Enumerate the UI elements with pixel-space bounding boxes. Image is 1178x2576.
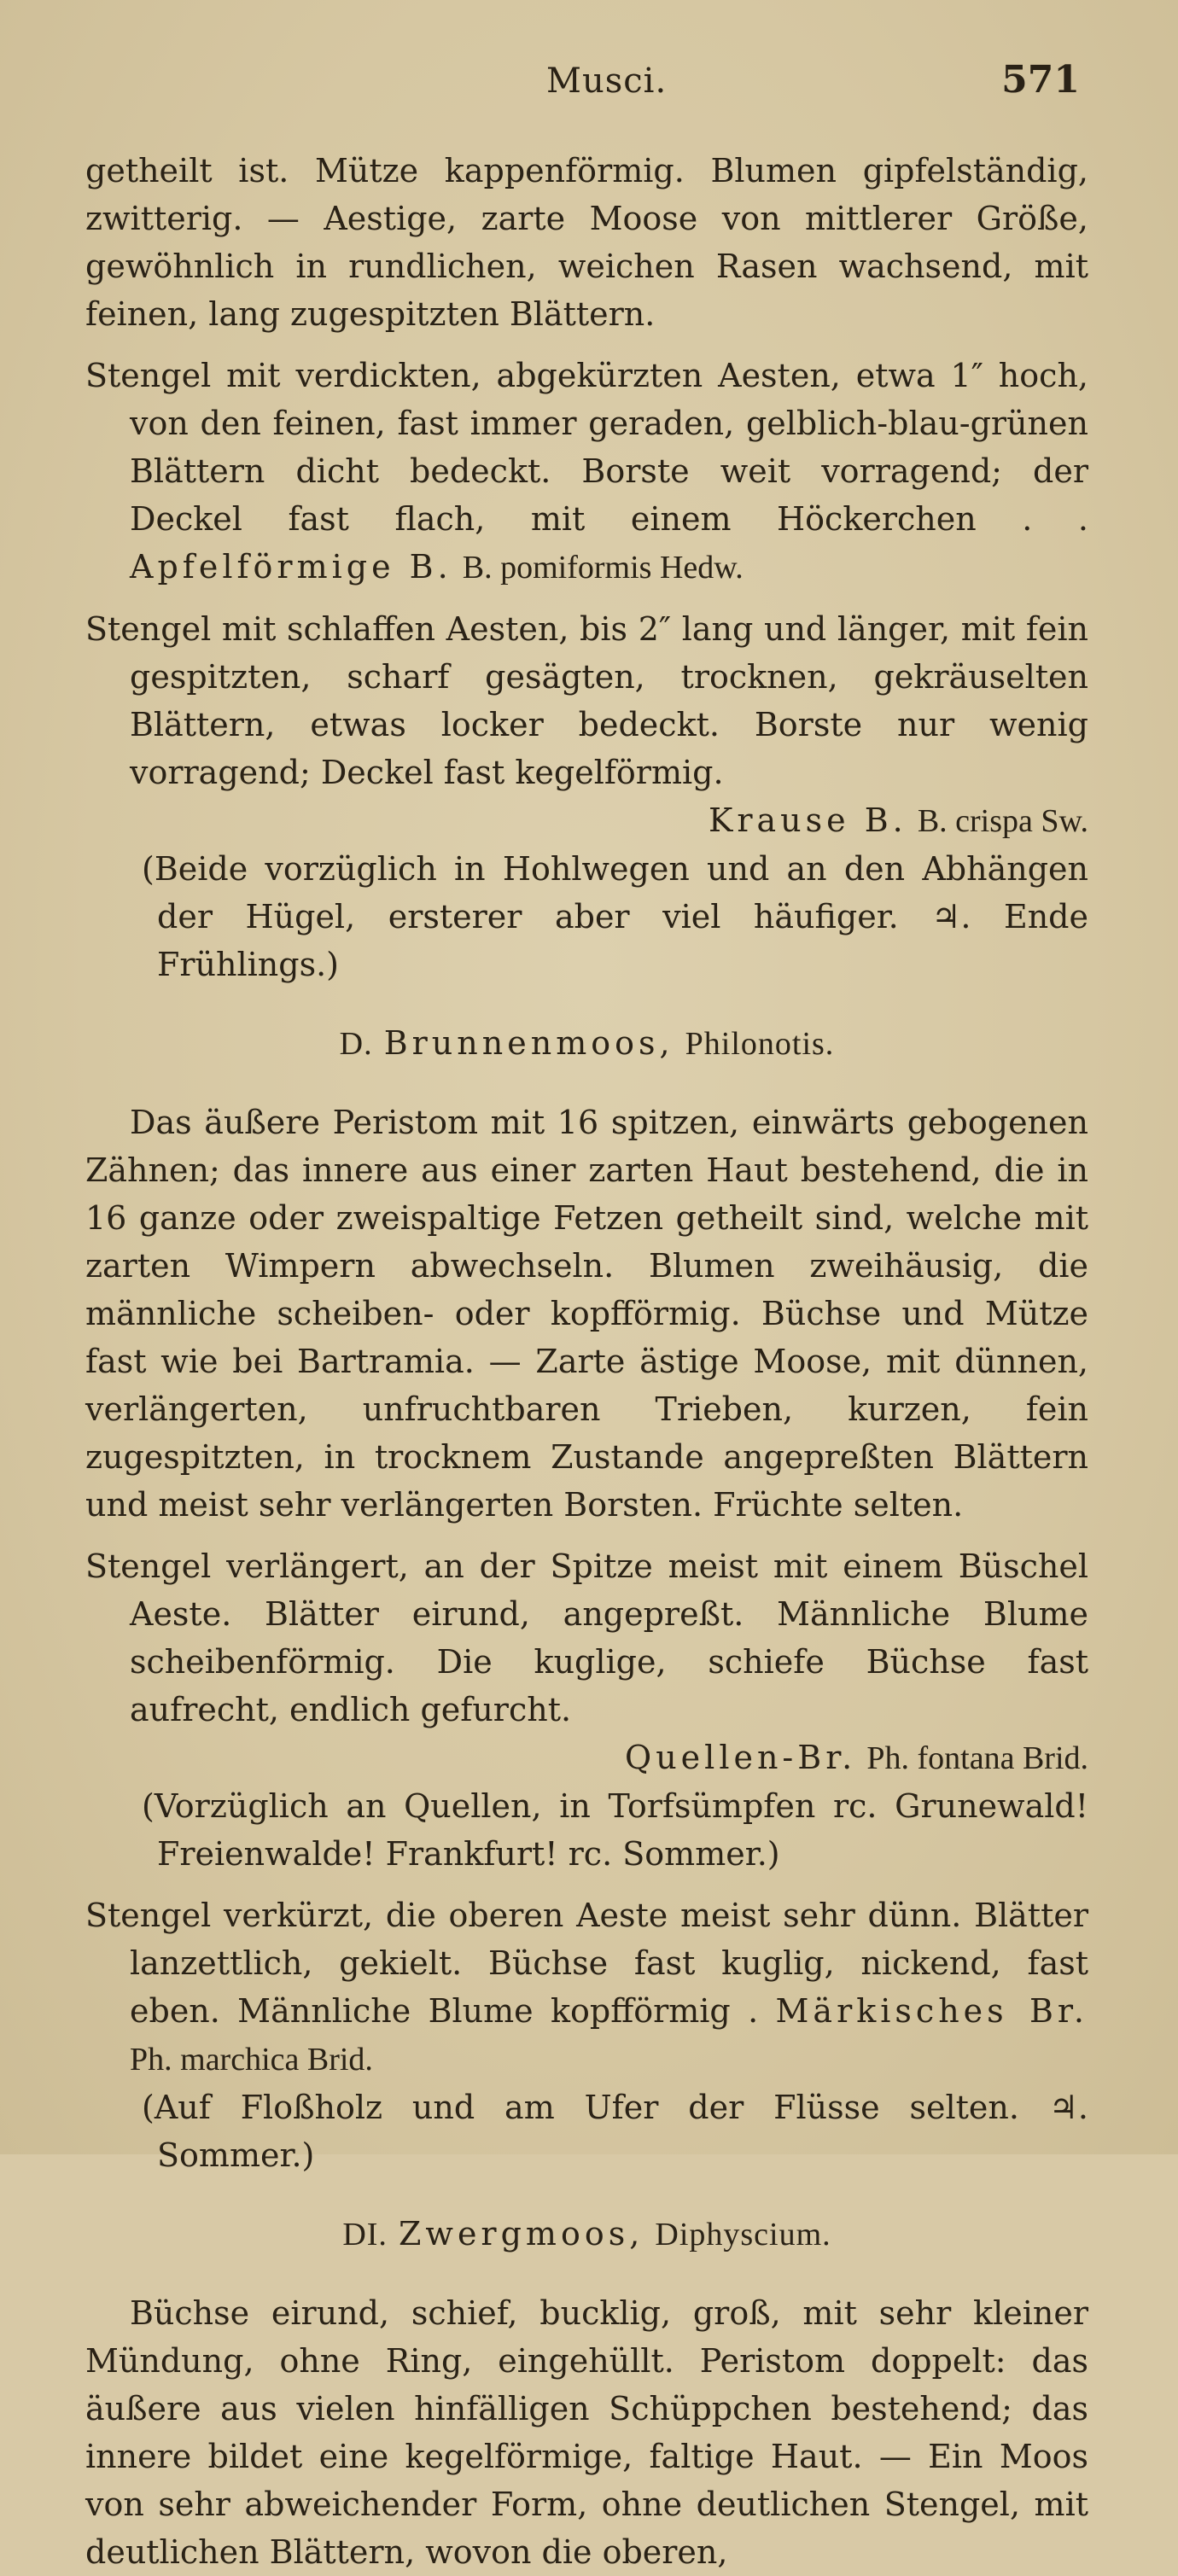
section-latin: Philonotis. bbox=[685, 1026, 835, 1062]
habitat-note: (Auf Floßholz und am Ufer der Flüsse selten. ♃. Sommer.) bbox=[142, 2089, 1088, 2174]
section-d-description: Das äußere Peristom mit 16 spitzen, einwärts gebogenen Zähnen; das innere aus einer zarten Haut bestehend, die in 16 ganze oder zweispaltige Fetzen getheilt sind, welche mit zarten Wimpern abwechseln. Blumen zweihäusig, die männliche scheiben- oder kopfförmig. Büchse und Mütze fast wie bei Bartramia. — Zarte ästige Moose, mit dünnen, verlängerten, unfruchtbaren Trieben, kurzen, fein zugespitzten, in trocknem Zustande angepreßten Blättern und meist sehr verlängerten Borsten. Früchte selten. bbox=[85, 1104, 1088, 1524]
species-latin-name: Ph. marchica Brid. bbox=[130, 2042, 373, 2078]
section-title: Brunnenmoos, bbox=[383, 1024, 674, 1062]
species-latin-name: Ph. fontana Brid. bbox=[866, 1740, 1088, 1776]
leader-dot: . bbox=[748, 1992, 759, 2030]
species-crispa bbox=[85, 605, 1088, 796]
species-crispa-name bbox=[85, 796, 1088, 845]
section-title: Zwergmoos, bbox=[399, 2215, 644, 2253]
species-latin-name: B. crispa Sw. bbox=[917, 803, 1088, 839]
genus-description-continued: getheilt ist. Mütze kappenförmig. Blumen gipfelständig, zwitterig. — Aestige, zarte Moose von mittlerer Größe, gewöhnlich in rundlichen, weichen Rasen wachsend, mit feinen, lang zugespitzten Blättern. bbox=[85, 152, 1088, 333]
species-common-name: Krause B. bbox=[708, 801, 907, 839]
section-heading-d bbox=[85, 1019, 1088, 1068]
page-header bbox=[102, 58, 1088, 113]
section-latin: Diphyscium. bbox=[655, 2217, 831, 2253]
running-head: Musci. bbox=[546, 61, 668, 101]
species-common-name: Märkisches Br. bbox=[775, 1992, 1088, 2030]
habitat-note: (Beide vorzüglich in Hohlwegen und an den Abhängen der Hügel, ersterer aber viel häufiger. ♃. Ende Frühlings.) bbox=[142, 850, 1088, 983]
page-number: 571 bbox=[1001, 58, 1080, 102]
species-marchica bbox=[85, 1891, 1088, 2084]
section-letter: D. bbox=[339, 1026, 373, 1062]
species-fontana bbox=[85, 1542, 1088, 1734]
section-heading-di bbox=[85, 2210, 1088, 2258]
section-letter: DI. bbox=[342, 2217, 388, 2253]
species-description: Stengel verlängert, an der Spitze meist mit einem Büschel Aeste. Blätter eirund, angepreßt. Männliche Blume scheibenförmig. Die kuglige, schiefe Büchse fast aufrecht, endlich gefurcht. bbox=[85, 1547, 1088, 1728]
species-common-name: Quellen-Br. bbox=[625, 1739, 857, 1776]
habitat-note: (Vorzüglich an Quellen, in Torfsümpfen rc. Grunewald! Freienwalde! Frankfurt! rc. Sommer.) bbox=[142, 1787, 1088, 1873]
species-description: Stengel mit schlaffen Aesten, bis 2″ lang und länger, mit fein gespitzten, scharf gesägten, trocknen, gekräuselten Blättern, etwas locker bedeckt. Borste nur wenig vorragend; Deckel fast kegelförmig. bbox=[85, 610, 1088, 791]
page-body bbox=[85, 147, 1088, 2576]
species-common-name: Apfelförmige B. bbox=[130, 548, 452, 586]
species-pomiformis bbox=[85, 352, 1088, 592]
section-di-description: Büchse eirund, schief, bucklig, groß, mit sehr kleiner Mündung, ohne Ring, eingehüllt. Peristom doppelt: das äußere aus vielen hinfälligen Schüppchen bestehend; das innere bildet eine kegelförmige, faltige Haut. — Ein Moos von sehr abweichender Form, ohne deutlichen Stengel, mit deutlichen Blättern, wovon die oberen, bbox=[85, 2294, 1088, 2571]
species-description: Stengel verkürzt, die oberen Aeste meist sehr dünn. Blätter lanzettlich, gekielt. Büchse fast kuglig, nickend, fast eben. Männliche Blume kopfförmig bbox=[85, 1897, 1088, 2030]
species-description: Stengel mit verdickten, abgekürzten Aesten, etwa 1″ hoch, von den feinen, fast immer geraden, gelblich-blau-grünen Blättern dicht bedeckt. Borste weit vorragend; der Deckel fast flach, mit einem Höckerchen bbox=[85, 357, 1088, 538]
species-latin-name: B. pomiformis Hedw. bbox=[462, 550, 744, 586]
leader-dots: . . bbox=[1022, 500, 1088, 538]
species-fontana-name bbox=[85, 1734, 1088, 1782]
